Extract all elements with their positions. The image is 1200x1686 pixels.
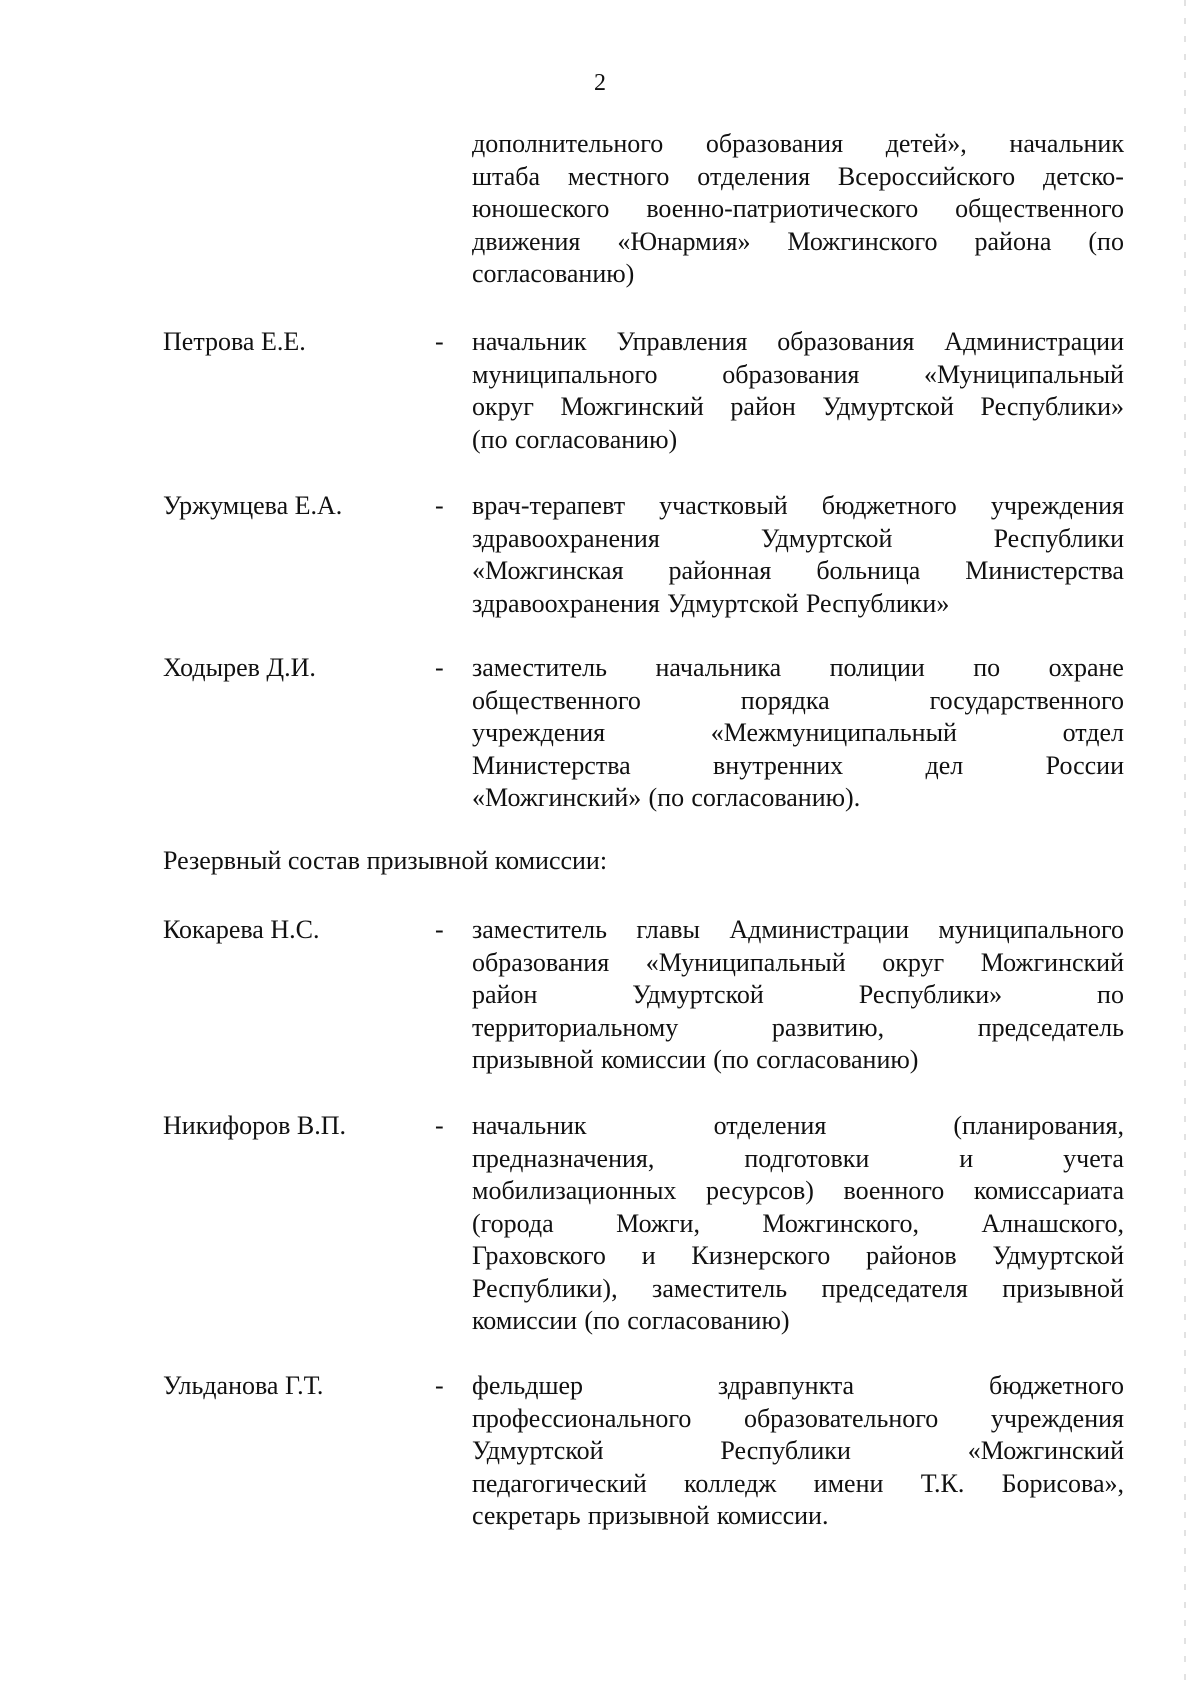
description-line (472, 1012, 1124, 1045)
description-word: Борисова», (1001, 1468, 1124, 1498)
description-word: Управления (616, 327, 748, 356)
description-word: развитию, (771, 1012, 885, 1042)
description-word: Можгинский (560, 392, 704, 421)
description-word: Можги, (616, 1208, 700, 1238)
description-word: «Можгинский (967, 1436, 1124, 1465)
member-name: Ходырев Д.И. (163, 653, 316, 682)
description-line (472, 391, 1124, 424)
description-line (472, 1305, 1124, 1338)
description-word: здравпункта (717, 1371, 855, 1400)
member-dash: - (435, 491, 444, 520)
member-dash: - (435, 1371, 444, 1400)
description-word: комиссии (600, 1045, 707, 1074)
description-word: и (641, 1241, 656, 1270)
description-word: Администрации (944, 327, 1124, 356)
description-word: юношеского (472, 194, 610, 223)
member-name: Кокарева Н.С. (163, 915, 320, 944)
description-word: педагогический (472, 1468, 647, 1498)
member-description (472, 914, 1124, 1077)
description-word: образования (777, 327, 915, 356)
description-word: согласованию) (472, 259, 635, 288)
description-word: учреждения (472, 718, 606, 747)
description-line (472, 490, 1124, 523)
description-word: начальника (655, 653, 782, 682)
member-dash: - (435, 1111, 444, 1140)
description-line (472, 523, 1124, 556)
description-word: призывной (472, 1045, 594, 1074)
description-word: «Можгинский» (472, 783, 642, 812)
description-word: участковый (659, 491, 788, 520)
description-word: общественного (472, 685, 641, 715)
description-word: начальник (472, 1111, 587, 1140)
description-word: Можгинского, (762, 1208, 920, 1238)
description-word: подготовки (744, 1143, 870, 1173)
description-word: «Межмуниципальный (710, 718, 957, 747)
description-line (472, 685, 1124, 718)
description-word: образования (472, 947, 610, 977)
description-line (472, 128, 1124, 161)
description-line (472, 1468, 1124, 1501)
description-word: (по (713, 1045, 749, 1074)
description-word: Алнашского, (981, 1208, 1124, 1238)
description-line (472, 652, 1124, 685)
reserve-section-heading: Резервный состав призывной комиссии: (163, 846, 608, 875)
description-word: предназначения, (472, 1143, 655, 1173)
description-word: Удмуртской (632, 980, 764, 1009)
description-word: профессионального (472, 1403, 692, 1433)
description-word: здравоохранения (472, 588, 660, 618)
description-word: бюджетного (821, 491, 957, 520)
description-line (472, 359, 1124, 392)
scan-edge-artifact (1184, 0, 1186, 1686)
description-line (472, 1403, 1124, 1436)
description-line (472, 1273, 1124, 1306)
description-word: согласованию) (627, 1306, 790, 1335)
description-word: призывной (587, 1501, 710, 1530)
description-word: Удмуртской (992, 1241, 1124, 1270)
description-word: дел (925, 750, 964, 780)
description-word: Кизнерского (691, 1241, 831, 1270)
member-description (472, 1110, 1124, 1338)
description-word: образовательного (743, 1403, 939, 1433)
description-word: мобилизационных (472, 1176, 677, 1205)
description-line (472, 326, 1124, 359)
description-word: Можгинского (787, 226, 938, 256)
description-word: Республики» (858, 980, 1003, 1009)
description-word: Республики» (805, 588, 950, 618)
description-line (472, 1110, 1124, 1143)
page-number: 2 (594, 70, 606, 96)
description-word: порядка (740, 685, 830, 715)
description-word: здравоохранения (472, 523, 660, 553)
description-line (472, 1500, 1124, 1533)
member-name: Ульданова Г.Т. (163, 1371, 324, 1400)
description-word: комиссии (472, 1306, 578, 1335)
description-word: согласованию) (514, 424, 678, 454)
description-word: (по (584, 1306, 620, 1335)
description-line (472, 193, 1124, 226)
description-line (472, 1240, 1124, 1273)
description-word: комиссариата (973, 1176, 1124, 1205)
description-word: Удмуртской (472, 1436, 604, 1465)
description-word: (по (648, 783, 685, 812)
description-word: Республики (993, 523, 1124, 553)
description-word: учреждения (990, 491, 1124, 520)
description-word: районов (866, 1241, 957, 1270)
description-word: Можгинский (980, 947, 1124, 977)
description-word: образования (705, 129, 844, 158)
description-word: (по (472, 424, 508, 454)
description-word: штаба (472, 161, 541, 191)
description-word: начальник (472, 327, 587, 356)
description-word: согласованию) (756, 1045, 919, 1074)
description-word: Удмуртской (667, 588, 799, 618)
description-line (472, 588, 1124, 621)
description-word: военного (843, 1176, 945, 1205)
description-line (472, 914, 1124, 947)
description-word: местного (567, 161, 670, 191)
description-word: комиссии. (716, 1501, 829, 1530)
description-line (472, 1208, 1124, 1241)
description-word: председатель (977, 1012, 1124, 1042)
description-line (472, 555, 1124, 588)
description-line (472, 424, 1124, 457)
description-line (472, 226, 1124, 259)
member-description (472, 490, 1124, 620)
description-word: государственного (929, 685, 1124, 715)
description-word: по (1097, 980, 1124, 1009)
description-line (472, 161, 1124, 194)
description-word: России (1045, 750, 1124, 780)
description-word: детей», (885, 129, 967, 158)
member-description (472, 1370, 1124, 1533)
description-word: района (974, 226, 1052, 256)
description-word: главы (636, 915, 700, 944)
description-word: «Муниципальный (645, 947, 846, 977)
description-word: больница (816, 556, 921, 585)
description-word: отдел (1062, 718, 1124, 747)
description-word: «Муниципальный (924, 359, 1124, 389)
description-word: Удмуртской (760, 523, 893, 553)
member-name: Никифоров В.П. (163, 1111, 346, 1140)
description-line (472, 1370, 1124, 1403)
description-line (472, 1044, 1124, 1077)
description-word: Республики» (980, 392, 1124, 421)
description-line (472, 750, 1124, 783)
description-line (472, 1435, 1124, 1468)
description-word: (планирования, (953, 1111, 1124, 1140)
description-word: территориальному (472, 1012, 679, 1042)
description-word: муниципального (938, 915, 1124, 944)
description-word: заместитель (652, 1273, 788, 1303)
description-word: Республики (720, 1436, 851, 1465)
description-word: полиции (829, 653, 925, 682)
member-name: Уржумцева Е.А. (163, 491, 343, 520)
description-word: согласованию). (691, 783, 861, 812)
description-word: отделения (713, 1111, 827, 1140)
description-word: «Можгинская (472, 556, 624, 585)
member-description (472, 326, 1124, 456)
description-word: призывной (1002, 1273, 1124, 1303)
description-line (472, 782, 1124, 815)
description-word: ресурсов) (706, 1176, 814, 1205)
description-word: (города (472, 1208, 554, 1238)
description-word: врач-терапевт (472, 491, 626, 520)
description-word: район (730, 392, 796, 421)
description-word: колледж (684, 1468, 777, 1498)
description-word: детско- (1042, 161, 1124, 191)
description-line (472, 717, 1124, 750)
description-word: (по (1088, 226, 1124, 256)
description-word: бюджетного (988, 1371, 1124, 1400)
description-word: район (472, 980, 538, 1009)
description-word: округ (882, 947, 945, 977)
member-description (472, 652, 1124, 815)
description-word: по (973, 653, 1001, 682)
description-word: общественного (955, 194, 1124, 223)
description-word: начальник (1009, 129, 1124, 158)
description-word: движения (472, 226, 581, 256)
member-dash: - (435, 915, 444, 944)
description-word: учреждения (990, 1403, 1124, 1433)
description-word: образования (722, 359, 860, 389)
description-word: Администрации (729, 915, 910, 944)
description-word: Республики), (472, 1273, 618, 1303)
description-word: и (959, 1143, 974, 1173)
description-word: муниципального (472, 359, 658, 389)
description-word: охране (1048, 653, 1124, 682)
description-word: районная (668, 556, 772, 585)
description-word: имени (813, 1468, 884, 1498)
description-word: Всероссийского (837, 161, 1016, 191)
member-dash: - (435, 653, 444, 682)
description-word: отделения (697, 161, 811, 191)
member-dash: - (435, 327, 444, 356)
description-word: Т.К. (920, 1468, 965, 1498)
description-word: заместитель (472, 653, 608, 682)
description-word: Министерства (965, 556, 1124, 585)
description-word: секретарь (472, 1501, 581, 1530)
description-line (472, 979, 1124, 1012)
description-word: Удмуртской (822, 392, 954, 421)
description-line (472, 947, 1124, 980)
description-word: Граховского (472, 1241, 606, 1270)
description-word: заместитель (472, 915, 608, 944)
description-line (472, 1143, 1124, 1176)
description-line (472, 1175, 1124, 1208)
description-word: «Юнармия» (617, 226, 751, 256)
description-word: председателя (821, 1273, 968, 1303)
continuation-description (472, 128, 1124, 291)
member-name: Петрова Е.Е. (163, 327, 306, 356)
description-word: учета (1063, 1143, 1124, 1173)
description-line (472, 258, 1124, 291)
description-word: военно-патриотического (646, 194, 919, 223)
description-word: дополнительного (472, 129, 664, 158)
description-word: округ (472, 392, 534, 421)
description-word: Министерства (472, 750, 631, 780)
description-word: фельдшер (472, 1371, 584, 1400)
description-word: внутренних (713, 750, 844, 780)
